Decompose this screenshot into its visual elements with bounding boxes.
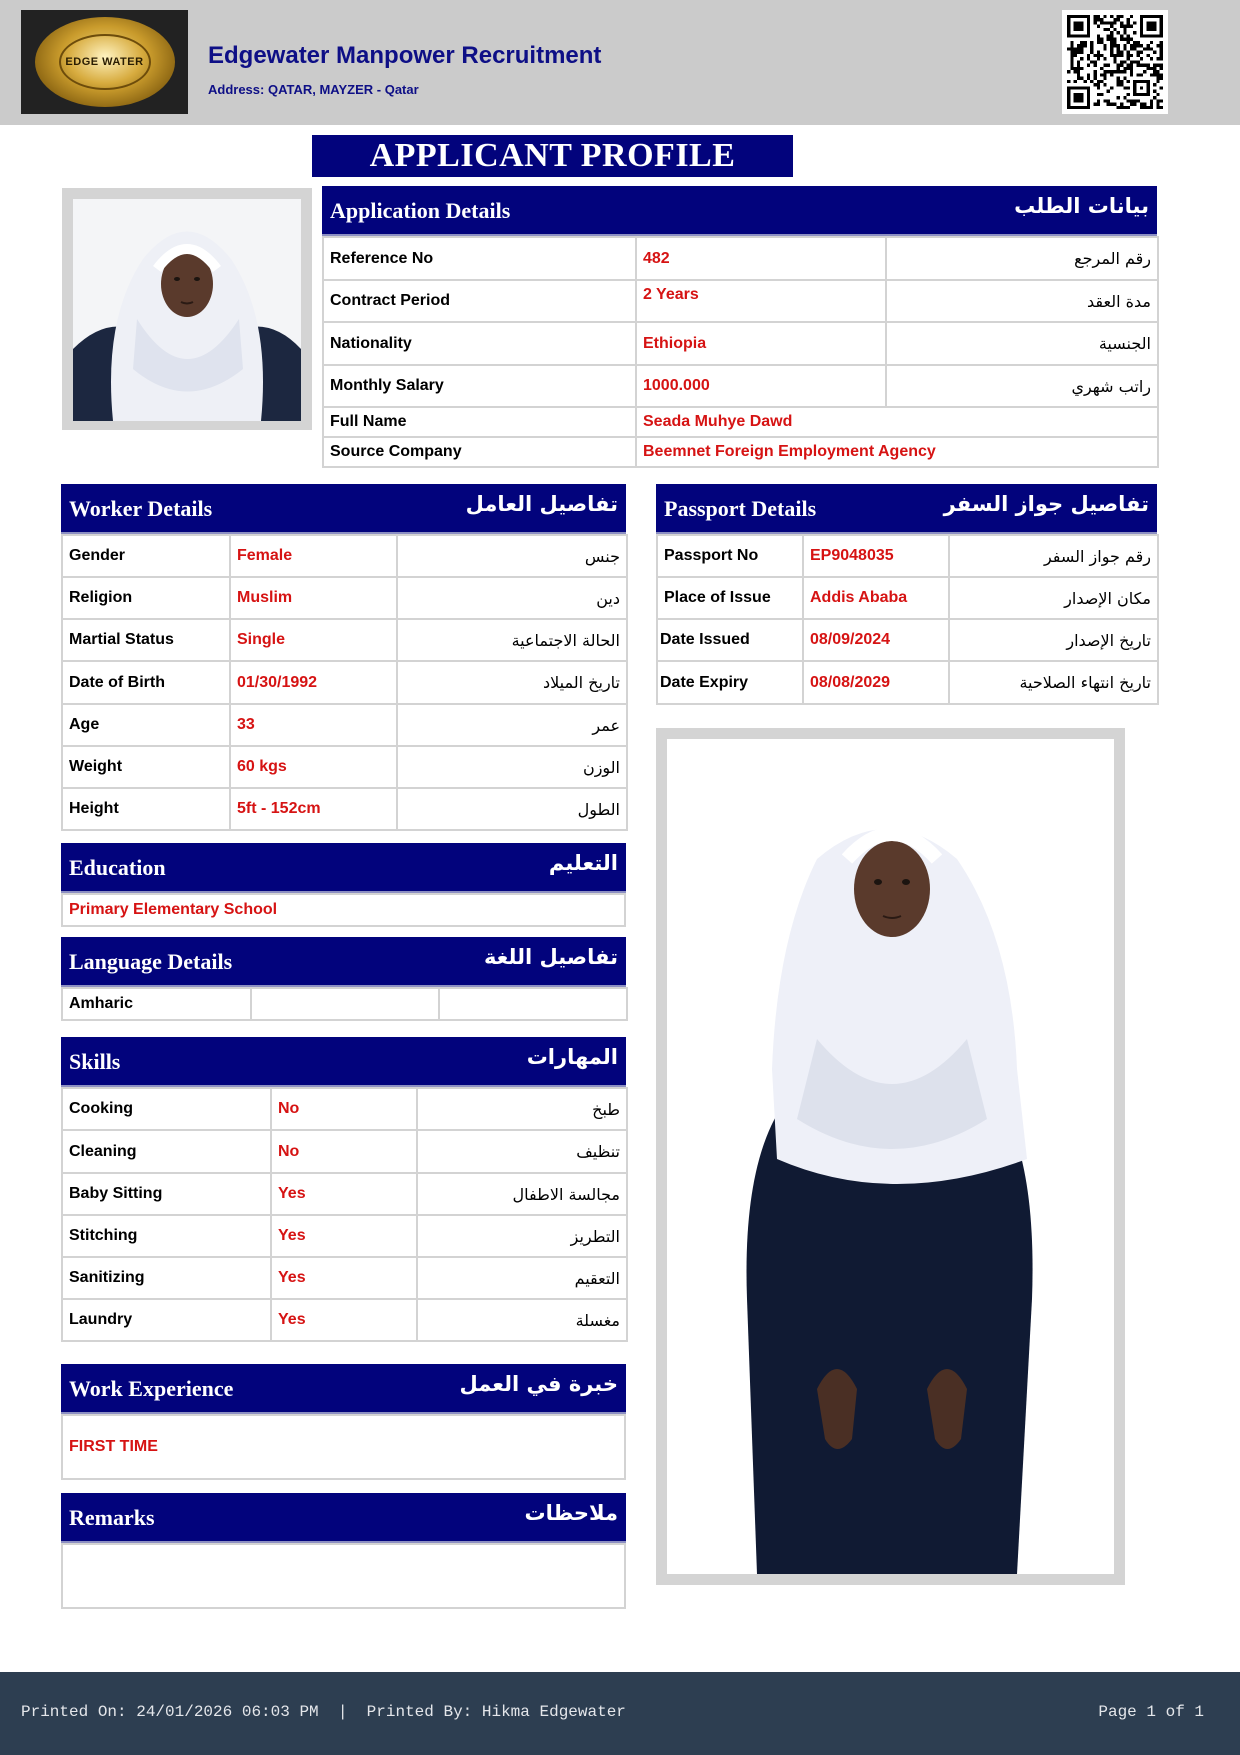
applicant-photo-large bbox=[667, 739, 1114, 1574]
section-title-ar: التعليم bbox=[548, 851, 618, 875]
field-label: Nationality bbox=[323, 322, 636, 365]
full-name-label: Full Name bbox=[323, 407, 636, 437]
field-value: 01/30/1992 bbox=[230, 661, 397, 704]
section-title-ar: بيانات الطلب bbox=[1014, 194, 1149, 218]
skill-label: Baby Sitting bbox=[62, 1173, 271, 1215]
passport-details-header bbox=[656, 484, 1157, 535]
field-label-ar: مدة العقد bbox=[886, 280, 1158, 322]
field-label: Contract Period bbox=[323, 280, 636, 322]
table-row bbox=[323, 407, 1158, 437]
language-table bbox=[61, 987, 628, 1021]
field-value: Addis Ababa bbox=[803, 577, 949, 619]
table-row bbox=[62, 661, 627, 704]
language-value bbox=[439, 988, 627, 1020]
skills-table bbox=[61, 1087, 628, 1342]
field-label: Weight bbox=[62, 746, 230, 788]
field-label: Date Issued bbox=[657, 619, 803, 661]
table-row bbox=[62, 619, 627, 661]
field-value: Female bbox=[230, 535, 397, 577]
table-row bbox=[62, 788, 627, 830]
education-table bbox=[61, 893, 626, 927]
full-body-portrait-icon bbox=[667, 739, 1114, 1574]
field-label: Date of Birth bbox=[62, 661, 230, 704]
language-value: Amharic bbox=[62, 988, 251, 1020]
table-row bbox=[323, 437, 1158, 467]
table-row bbox=[657, 619, 1158, 661]
field-value: 08/09/2024 bbox=[803, 619, 949, 661]
application-details-table bbox=[322, 236, 1159, 468]
remarks-header bbox=[61, 1493, 626, 1544]
field-label-ar: جنس bbox=[397, 535, 627, 577]
skill-value: Yes bbox=[271, 1257, 417, 1299]
table-row bbox=[62, 894, 625, 926]
document-header bbox=[0, 0, 1240, 125]
company-name: Edgewater Manpower Recruitment bbox=[208, 42, 602, 69]
field-label-ar: رقم المرجع bbox=[886, 237, 1158, 280]
passport-details-table bbox=[656, 534, 1159, 705]
section-title: Passport Details bbox=[664, 496, 817, 521]
field-label-ar: الجنسية bbox=[886, 322, 1158, 365]
page-number: Page 1 of 1 bbox=[1098, 1703, 1204, 1721]
applicant-photo-large-frame bbox=[656, 728, 1125, 1585]
table-row bbox=[323, 280, 1158, 322]
education-value: Primary Elementary School bbox=[62, 894, 625, 926]
field-label-ar: الحالة الاجتماعية bbox=[397, 619, 627, 661]
skill-value: Yes bbox=[271, 1215, 417, 1257]
table-row bbox=[62, 988, 627, 1020]
page-title: APPLICANT PROFILE bbox=[312, 135, 793, 177]
printed-info: Printed On: 24/01/2026 06:03 PM | Printed By: Hikma Edgewater bbox=[21, 1703, 626, 1721]
section-title-ar: المهارات bbox=[526, 1045, 618, 1069]
worker-details-table bbox=[61, 534, 628, 831]
table-row bbox=[62, 1257, 627, 1299]
skill-label: Sanitizing bbox=[62, 1257, 271, 1299]
skill-value: Yes bbox=[271, 1173, 417, 1215]
print-footer bbox=[0, 1672, 1240, 1755]
skill-label: Laundry bbox=[62, 1299, 271, 1341]
field-label: Gender bbox=[62, 535, 230, 577]
section-title: Work Experience bbox=[69, 1376, 234, 1401]
full-name-value: Seada Muhye Dawd bbox=[636, 407, 1158, 437]
section-title: Language Details bbox=[69, 949, 233, 974]
table-row bbox=[657, 535, 1158, 577]
field-label: Place of Issue bbox=[657, 577, 803, 619]
field-label: Date Expiry bbox=[657, 661, 803, 704]
work-experience-table bbox=[61, 1414, 626, 1480]
table-row bbox=[62, 704, 627, 746]
source-company-value: Beemnet Foreign Employment Agency bbox=[636, 437, 1158, 467]
field-label: Monthly Salary bbox=[323, 365, 636, 407]
skill-value: No bbox=[271, 1130, 417, 1173]
field-label: Age bbox=[62, 704, 230, 746]
skill-label-ar: التعقيم bbox=[417, 1257, 627, 1299]
section-title-ar: تفاصيل اللغة bbox=[483, 945, 618, 969]
logo-text: EDGE WATER bbox=[59, 34, 151, 90]
remarks-value bbox=[62, 1544, 625, 1608]
skill-label-ar: التطريز bbox=[417, 1215, 627, 1257]
skill-label-ar: طبخ bbox=[417, 1088, 627, 1130]
skill-value: Yes bbox=[271, 1299, 417, 1341]
field-label: Martial Status bbox=[62, 619, 230, 661]
field-value: 33 bbox=[230, 704, 397, 746]
table-row bbox=[62, 1299, 627, 1341]
field-value: 482 bbox=[636, 237, 886, 280]
table-row bbox=[62, 1215, 627, 1257]
field-value: 5ft - 152cm bbox=[230, 788, 397, 830]
field-label-ar: تاريخ انتهاء الصلاحية bbox=[949, 661, 1158, 704]
field-value: 60 kgs bbox=[230, 746, 397, 788]
skill-label-ar: مغسلة bbox=[417, 1299, 627, 1341]
field-value: Ethiopia bbox=[636, 322, 886, 365]
field-label-ar: راتب شهري bbox=[886, 365, 1158, 407]
skill-label-ar: تنظيف bbox=[417, 1130, 627, 1173]
applicant-photo-small-frame bbox=[62, 188, 312, 430]
section-title-ar: ملاحظات bbox=[524, 1501, 618, 1525]
logo-ring bbox=[35, 17, 175, 107]
skill-value: No bbox=[271, 1088, 417, 1130]
table-row bbox=[657, 661, 1158, 704]
source-company-label: Source Company bbox=[323, 437, 636, 467]
table-row bbox=[62, 1415, 625, 1479]
field-label-ar: تاريخ الإصدار bbox=[949, 619, 1158, 661]
field-label-ar: دين bbox=[397, 577, 627, 619]
field-value: Muslim bbox=[230, 577, 397, 619]
work-experience-value: FIRST TIME bbox=[62, 1415, 625, 1479]
section-title: Education bbox=[69, 855, 166, 880]
field-value: Single bbox=[230, 619, 397, 661]
field-value: 2 Years bbox=[636, 280, 886, 322]
field-value: 08/08/2029 bbox=[803, 661, 949, 704]
skill-label: Cleaning bbox=[62, 1130, 271, 1173]
table-row bbox=[62, 577, 627, 619]
section-title: Worker Details bbox=[69, 496, 213, 521]
work-experience-header bbox=[61, 1364, 626, 1415]
skill-label: Stitching bbox=[62, 1215, 271, 1257]
section-title-ar: خبرة في العمل bbox=[459, 1372, 618, 1396]
table-row bbox=[323, 237, 1158, 280]
application-details-header bbox=[322, 186, 1157, 237]
table-row bbox=[323, 365, 1158, 407]
company-address: Address: QATAR, MAYZER - Qatar bbox=[208, 82, 419, 97]
field-value: EP9048035 bbox=[803, 535, 949, 577]
table-row bbox=[323, 322, 1158, 365]
section-title-ar: تفاصيل جواز السفر bbox=[943, 492, 1149, 516]
field-label: Reference No bbox=[323, 237, 636, 280]
applicant-photo-small bbox=[73, 199, 301, 421]
section-title: Remarks bbox=[69, 1505, 155, 1530]
qr-code-icon bbox=[1062, 10, 1168, 114]
language-value bbox=[251, 988, 439, 1020]
section-title-ar: تفاصيل العامل bbox=[465, 492, 618, 516]
table-row bbox=[62, 1544, 625, 1608]
table-row bbox=[62, 535, 627, 577]
remarks-table bbox=[61, 1543, 626, 1609]
section-title: Skills bbox=[69, 1049, 121, 1074]
worker-details-header bbox=[61, 484, 626, 535]
table-row bbox=[657, 577, 1158, 619]
field-label-ar: عمر bbox=[397, 704, 627, 746]
table-row bbox=[62, 1173, 627, 1215]
field-label-ar: تاريخ الميلاد bbox=[397, 661, 627, 704]
field-value: 1000.000 bbox=[636, 365, 886, 407]
table-row bbox=[62, 1130, 627, 1173]
field-label-ar: رقم جواز السفر bbox=[949, 535, 1158, 577]
field-label: Height bbox=[62, 788, 230, 830]
table-row bbox=[62, 746, 627, 788]
skills-header bbox=[61, 1037, 626, 1088]
field-label-ar: مكان الإصدار bbox=[949, 577, 1158, 619]
education-header bbox=[61, 843, 626, 894]
field-label-ar: الوزن bbox=[397, 746, 627, 788]
language-details-header bbox=[61, 937, 626, 988]
portrait-icon bbox=[73, 199, 301, 421]
field-label-ar: الطول bbox=[397, 788, 627, 830]
section-title: Application Details bbox=[330, 198, 511, 223]
company-logo bbox=[21, 10, 188, 114]
field-label: Religion bbox=[62, 577, 230, 619]
table-row bbox=[62, 1088, 627, 1130]
skill-label-ar: مجالسة الاطفال bbox=[417, 1173, 627, 1215]
skill-label: Cooking bbox=[62, 1088, 271, 1130]
field-label: Passport No bbox=[657, 535, 803, 577]
